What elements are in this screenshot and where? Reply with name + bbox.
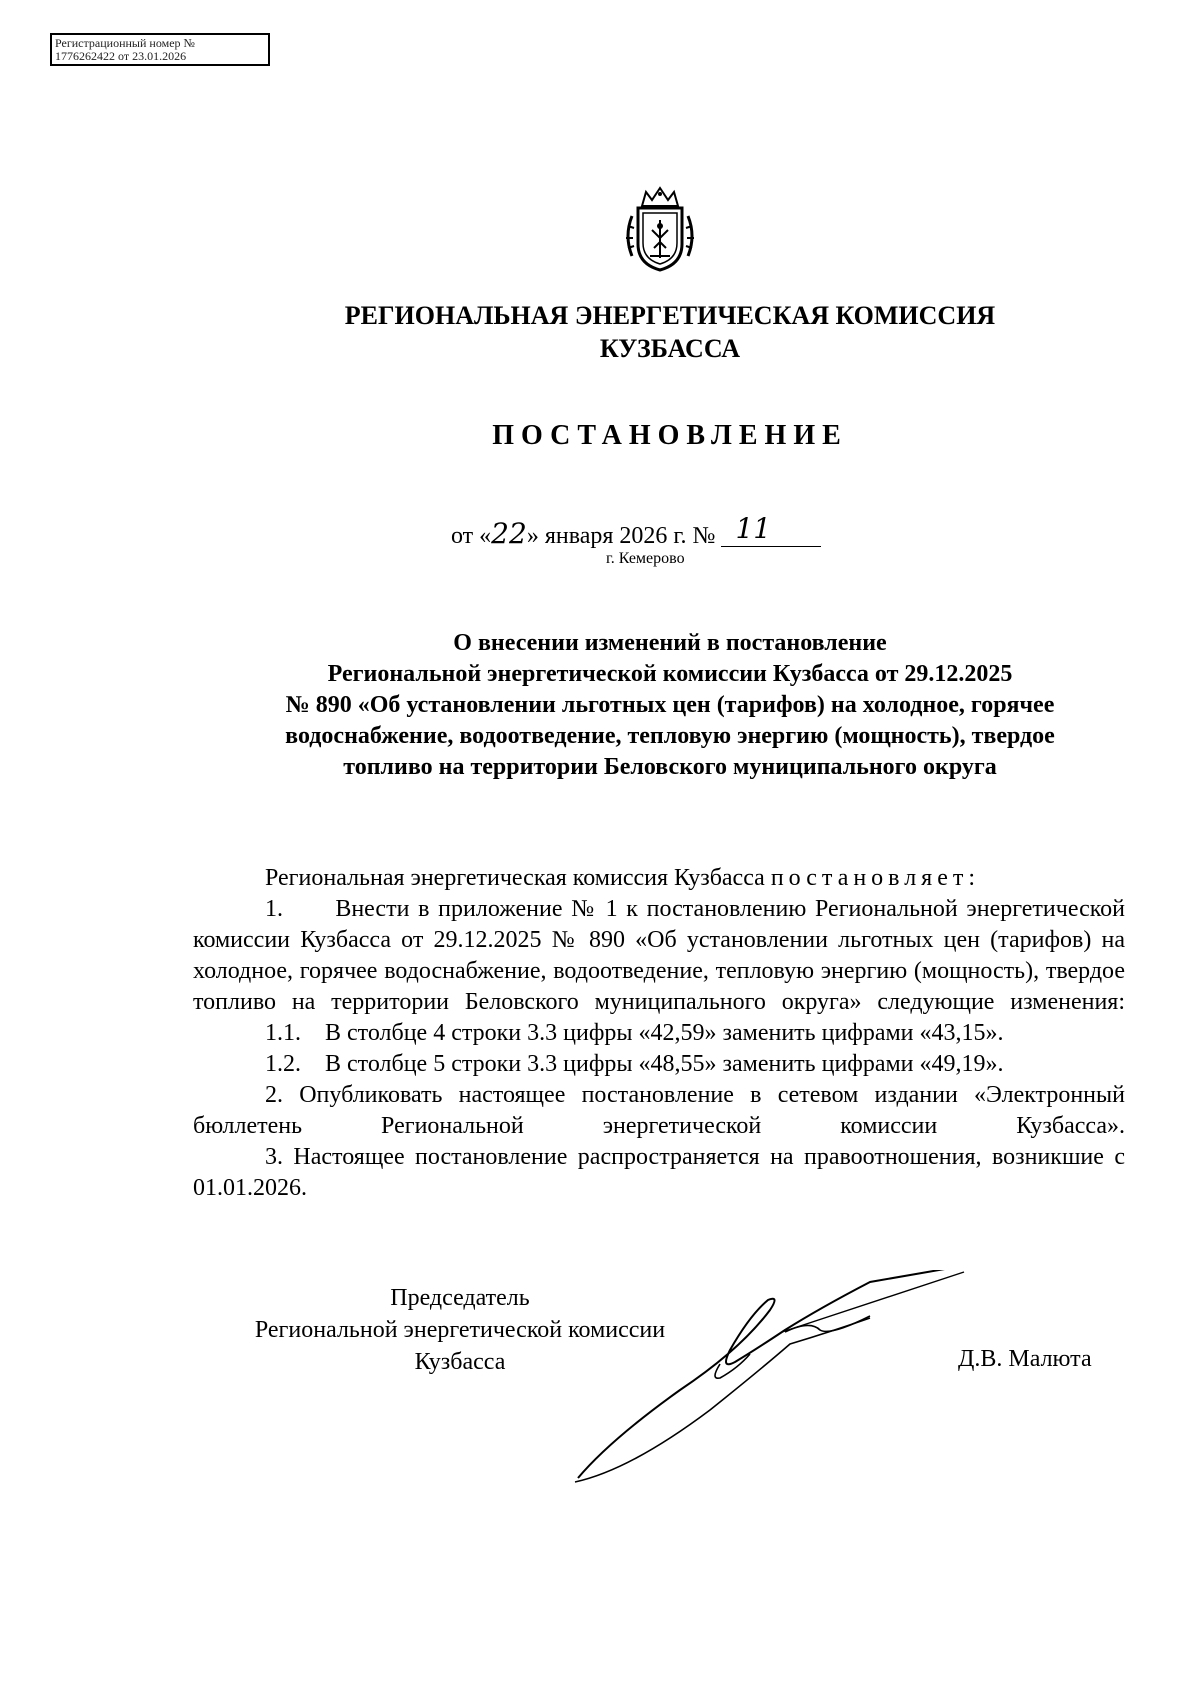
subject-line: О внесении изменений в постановление xyxy=(453,630,887,656)
paragraph-1-2: 1.2. В столбце 5 строки 3.3 цифры «48,55» заменить цифрами «49,19». xyxy=(265,1051,1004,1077)
subject-line: № 890 «Об установлении льготных цен (тарифов) на холодное, горячее xyxy=(285,692,1055,718)
subject-line: топливо на территории Беловского муниципального округа xyxy=(343,754,997,780)
intro-text: Региональная энергетическая комиссия Кузбасса xyxy=(265,865,765,891)
subject-line: Региональной энергетической комиссии Кузбасса от 29.12.2025 xyxy=(327,661,1013,687)
date-prefix: от « xyxy=(451,523,492,549)
signatory-title-line: Региональной энергетической комиссии xyxy=(254,1317,666,1343)
registration-stamp xyxy=(50,33,270,66)
organization-region: КУЗБАССА xyxy=(599,334,741,363)
date-number-line xyxy=(451,512,821,550)
document-subject xyxy=(200,628,1140,783)
paragraph-3: 3. Настоящее постановление распространяется на правоотношения, возникшие с 01.01.2026. xyxy=(193,1144,1125,1201)
registration-line-2: 1776262422 от 23.01.2026 xyxy=(55,49,187,63)
registration-line-1: Регистрационный номер № xyxy=(55,36,195,50)
intro-paragraph xyxy=(193,863,1125,894)
document-body xyxy=(193,863,1131,1204)
signatory-title-line: Председатель xyxy=(390,1285,530,1311)
kuzbass-coat-of-arms-icon xyxy=(618,186,702,272)
signatory-title-line: Кузбасса xyxy=(414,1349,506,1375)
date-month-year: » января 2026 г. № xyxy=(526,523,716,549)
organization-name: РЕГИОНАЛЬНАЯ ЭНЕРГЕТИЧЕСКАЯ КОМИССИЯ xyxy=(344,301,996,330)
paragraph-1-1: 1.1. В столбце 4 строки 3.3 цифры «42,59» заменить цифрами «43,15». xyxy=(265,1020,1004,1046)
document-type: ПОСТАНОВЛЕНИЕ xyxy=(492,420,848,451)
document-number-field xyxy=(721,512,821,547)
signer-name: Д.В. Малюта xyxy=(958,1346,1092,1372)
handwritten-number: 11 xyxy=(735,512,772,545)
subject-line: водоснабжение, водоотведение, тепловую энергию (мощность), твердое xyxy=(285,723,1055,749)
handwritten-signature xyxy=(570,1270,970,1490)
city: г. Кемерово xyxy=(606,550,685,567)
intro-resolves: постановляет: xyxy=(770,865,981,891)
paragraph-2: 2. Опубликовать настоящее постановление в сетевом издании «Электронный бюллетень Региональной энергетической комиссии Кузбасса». xyxy=(193,1082,1125,1139)
handwritten-day: 22 xyxy=(491,517,527,550)
paragraph-1: 1. Внести в приложение № 1 к постановлению Региональной энергетической комиссии Кузбасса от 29.12.2025 № 890 «Об установлении льготных цен (тарифов) на холодное, горячее водоснабжение, водоотведение, тепловую энергию (мощность), твердое топливо на территории Беловского муниципального округа» следующие изменения: xyxy=(193,896,1131,1015)
